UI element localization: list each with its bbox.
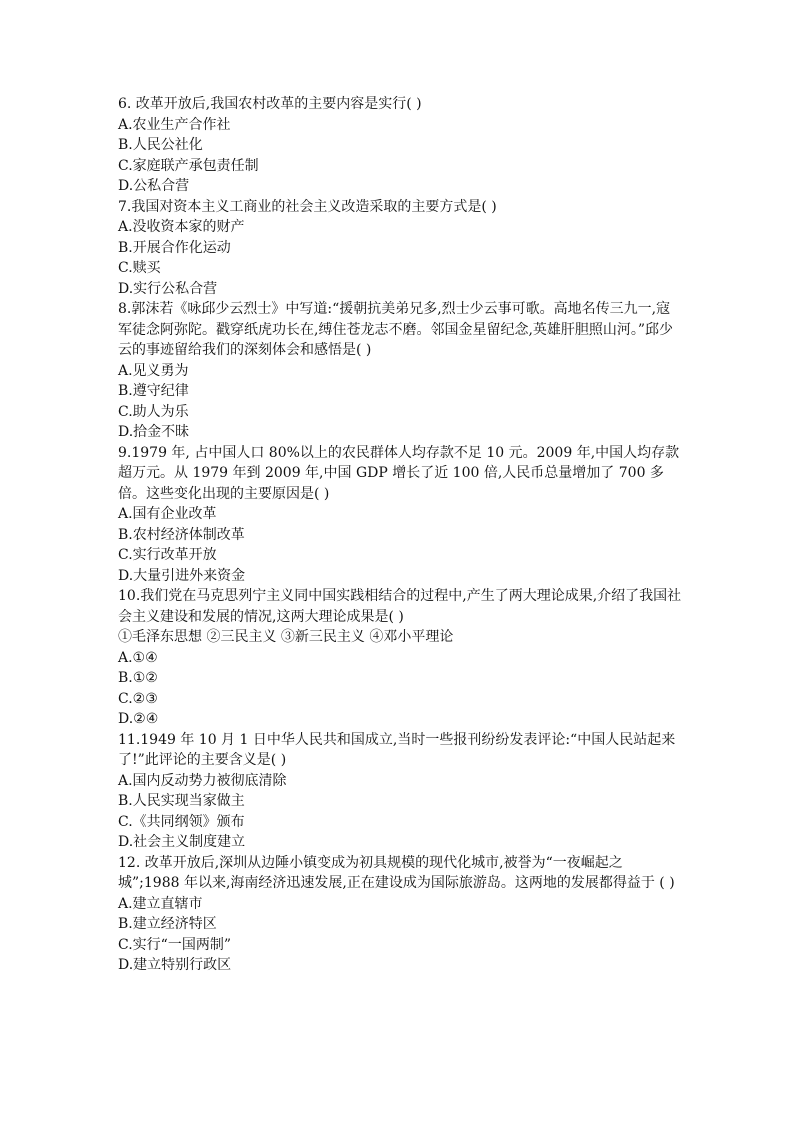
question-7 <box>118 197 684 300</box>
option-b: B.开展合作化运动 <box>118 239 231 256</box>
question-12 <box>118 853 684 976</box>
option-d: D.大量引进外来资金 <box>118 567 246 584</box>
option-a: A.建立直辖市 <box>118 895 203 912</box>
option-c: C.②③ <box>118 690 158 707</box>
option-a: A.没收资本家的财产 <box>118 219 245 235</box>
option-c: C.《共同纲领》颁布 <box>118 813 245 830</box>
question-10 <box>118 586 684 730</box>
option-a: A.国有企业改革 <box>118 506 217 522</box>
option-d: D.拾金不昧 <box>118 424 190 440</box>
question-8 <box>118 299 684 443</box>
question-stem: 6. 改革开放后,我国农村改革的主要内容是实行( ) <box>118 96 422 112</box>
option-b: B.农村经济体制改革 <box>118 526 245 543</box>
option-d: D.社会主义制度建立 <box>118 834 246 850</box>
option-c: C.实行“一国两制” <box>118 936 231 953</box>
option-a: A.国内反动势力被彻底清除 <box>118 772 287 789</box>
question-11 <box>118 730 684 853</box>
option-c: C.赎买 <box>118 260 161 276</box>
question-stem: 7.我国对资本主义工商业的社会主义改造采取的主要方式是( ) <box>118 198 497 215</box>
option-b: B.人民实现当家做主 <box>118 793 245 809</box>
question-stem: 9.1979 年, 占中国人口 80%以上的农民群体人均存款不足 10 元。2009 年,中国人均存款超万元。从 1979 年到 2009 年,中国 GDP 增长了近 100 倍,人民币总量增加了 700 多倍。这些变化出现的主要原因是( ) <box>118 444 680 502</box>
question-6 <box>118 94 684 197</box>
option-d: D.建立特别行政区 <box>118 957 232 973</box>
option-b: B.人民公社化 <box>118 137 203 153</box>
option-a: A.见义勇为 <box>118 362 189 379</box>
option-d: D.②④ <box>118 711 159 727</box>
question-list <box>118 94 684 976</box>
question-choices-list: ①毛泽东思想 ②三民主义 ③新三民主义 ④邓小平理论 <box>118 629 454 645</box>
option-a: A.农业生产合作社 <box>118 116 231 133</box>
option-d: D.公私合营 <box>118 178 190 194</box>
option-d: D.实行公私合营 <box>118 280 218 297</box>
option-b: B.遵守纪律 <box>118 383 189 399</box>
question-9 <box>118 443 684 587</box>
option-b: B.①② <box>118 670 158 686</box>
question-stem: 12. 改革开放后,深圳从边陲小镇变成为初具规模的现代化城市,被誉为“一夜崛起之城”;1988 年以来,海南经济迅速发展,正在建设成为国际旅游岛。这两地的发展都得益于 ( ) <box>118 854 675 891</box>
option-c: C.助人为乐 <box>118 403 189 420</box>
option-c: C.家庭联产承包责任制 <box>118 157 259 174</box>
question-stem: 10.我们党在马克思列宁主义同中国实践相结合的过程中,产生了两大理论成果,介绍了我国社会主义建设和发展的情况,这两大理论成果是( ) <box>118 588 682 625</box>
question-stem: 8.郭沫若《咏邱少云烈士》中写道:“援朝抗美弟兄多,烈士少云事可歌。高地名传三九一,寇军徒念阿弥陀。戳穿纸虎功长在,缚住苍龙志不磨。邻国金星留纪念,英雄肝胆照山河。”邱少云的事迹留给我们的深刻体会和感悟是( ) <box>118 301 674 358</box>
option-b: B.建立经济特区 <box>118 916 217 932</box>
question-stem: 11.1949 年 10 月 1 日中华人民共和国成立,当时一些报刊纷纷发表评论:“中国人民站起来了!”此评论的主要含义是( ) <box>118 731 676 768</box>
option-a: A.①④ <box>118 649 158 666</box>
option-c: C.实行改革开放 <box>118 547 217 563</box>
